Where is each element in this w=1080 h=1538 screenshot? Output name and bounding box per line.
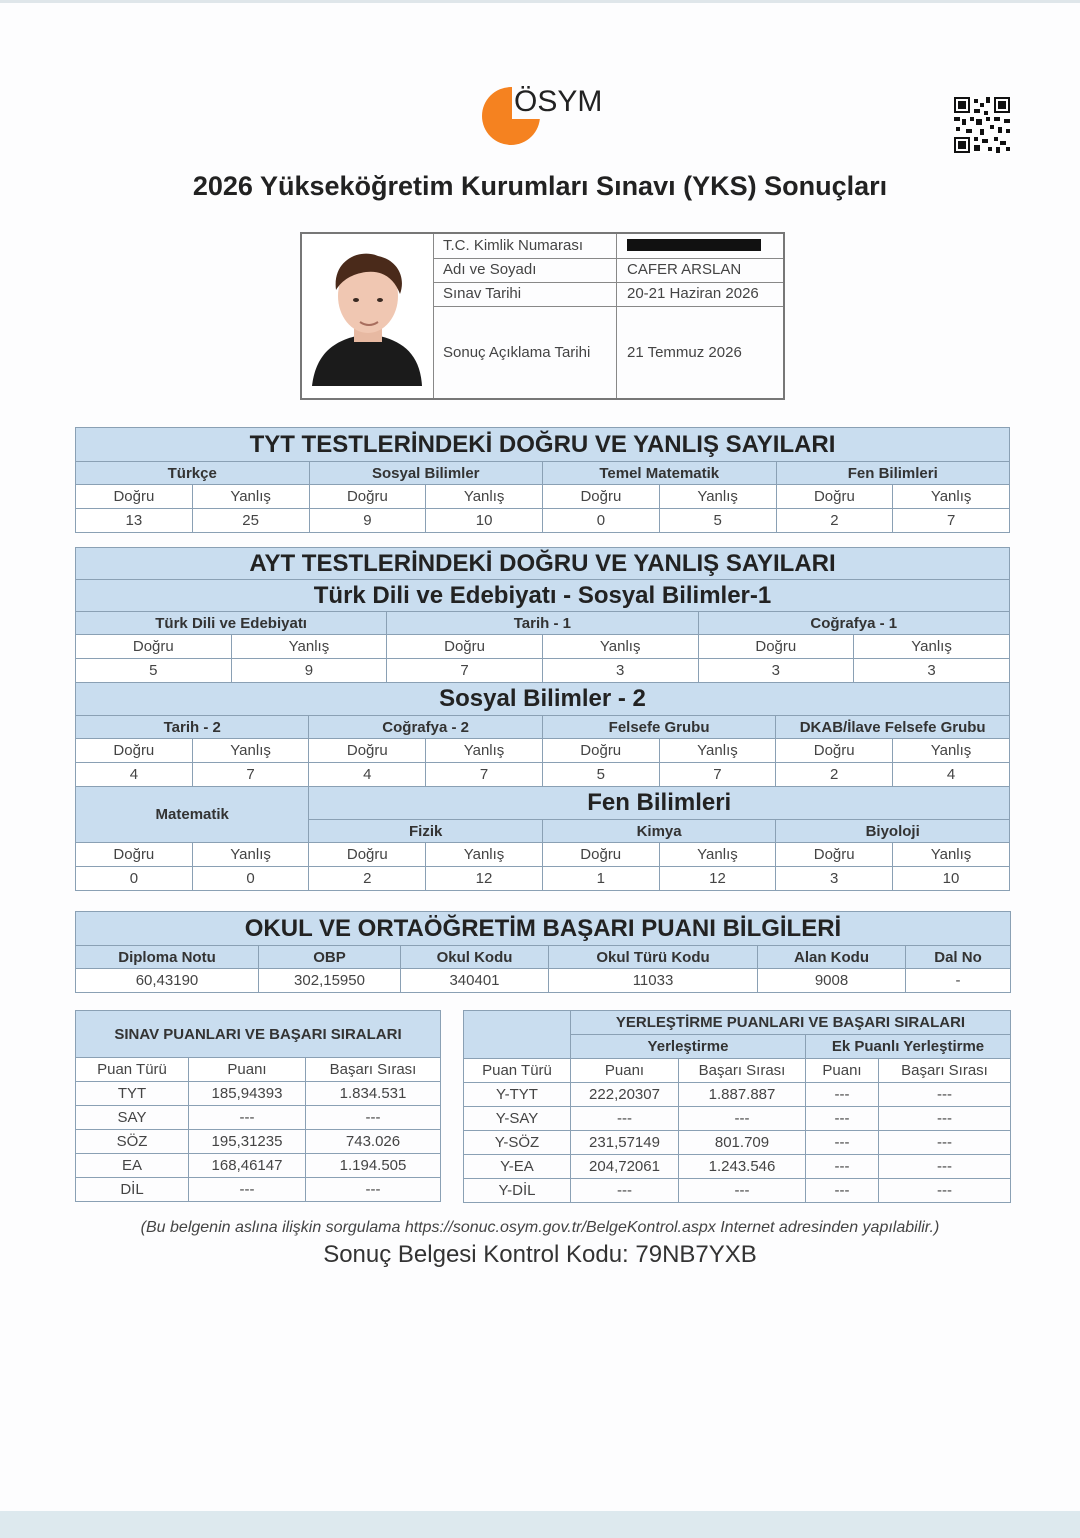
ayt-subject: Türk Dili ve Edebiyatı <box>76 612 387 635</box>
col-header: Doğru <box>76 739 193 763</box>
col-header: Doğru <box>698 635 854 659</box>
control-code: Sonuç Belgesi Kontrol Kodu: 79NB7YXB <box>323 1241 757 1268</box>
school-header: Dal No <box>906 946 1011 969</box>
exam-date-label: Sınav Tarihi <box>433 282 617 306</box>
value-cell: 5 <box>76 659 232 683</box>
col-header: Doğru <box>776 843 893 867</box>
value-cell: 12 <box>426 867 543 891</box>
table-row <box>76 1130 441 1154</box>
value-cell: 5 <box>659 509 776 533</box>
ayt-subject: Fizik <box>309 820 542 843</box>
value-cell: 13 <box>76 509 193 533</box>
col-header: Doğru <box>309 843 426 867</box>
exam-date-value: 20-21 Haziran 2026 <box>627 285 759 302</box>
bonus-score: --- <box>806 1179 879 1203</box>
score-type: EA <box>76 1154 189 1178</box>
score-type: Y-DİL <box>464 1179 571 1203</box>
rank-value: 1.834.531 <box>306 1082 441 1106</box>
person-photo-icon <box>302 234 433 398</box>
col-header: Yanlış <box>192 739 309 763</box>
bonus-score: --- <box>806 1131 879 1155</box>
value-cell: 25 <box>192 509 309 533</box>
table-row <box>464 1107 1011 1131</box>
candidate-photo <box>302 234 434 398</box>
col-header: Yanlış <box>659 485 776 509</box>
score-value: 231,57149 <box>571 1131 679 1155</box>
personal-info-box <box>300 232 785 400</box>
value-cell: 2 <box>776 509 893 533</box>
score-value: --- <box>189 1106 306 1130</box>
ayt-fen-title: Fen Bilimleri <box>309 787 1010 820</box>
score-type: TYT <box>76 1082 189 1106</box>
score-type: SÖZ <box>76 1130 189 1154</box>
value-cell: 302,15950 <box>259 969 401 993</box>
rank-value: 1.887.887 <box>679 1083 806 1107</box>
col-header: Doğru <box>76 635 232 659</box>
rank-value: --- <box>306 1178 441 1202</box>
tc-row <box>433 234 783 259</box>
value-cell: 3 <box>542 659 698 683</box>
table-row <box>464 1155 1011 1179</box>
rank-value: 1.194.505 <box>306 1154 441 1178</box>
col-header: Doğru <box>387 635 543 659</box>
bonus-score: --- <box>806 1155 879 1179</box>
value-cell: 5 <box>542 763 659 787</box>
col-header: Başarı Sırası <box>306 1058 441 1082</box>
score-type: Y-TYT <box>464 1083 571 1107</box>
rank-value: 1.243.546 <box>679 1155 806 1179</box>
ayt-subject: Kimya <box>542 820 775 843</box>
bonus-rank: --- <box>879 1107 1011 1131</box>
table-row <box>76 1154 441 1178</box>
col-header: Yanlış <box>659 843 776 867</box>
tyt-subject: Sosyal Bilimler <box>309 462 543 485</box>
tyt-title: TYT TESTLERİNDEKİ DOĞRU VE YANLIŞ SAYILARI <box>76 428 1010 462</box>
school-header: Okul Türü Kodu <box>549 946 758 969</box>
rank-value: --- <box>679 1107 806 1131</box>
value-cell: 1 <box>542 867 659 891</box>
ayt-subject: Tarih - 2 <box>76 716 309 739</box>
col-header: Başarı Sırası <box>679 1059 806 1083</box>
score-value: 185,94393 <box>189 1082 306 1106</box>
qr-code-icon <box>954 97 1010 153</box>
score-type: SAY <box>76 1106 189 1130</box>
tc-label: T.C. Kimlik Numarası <box>433 234 617 258</box>
col-header: Doğru <box>76 843 193 867</box>
rank-value: --- <box>679 1179 806 1203</box>
value-cell: 11033 <box>549 969 758 993</box>
value-cell: 2 <box>309 867 426 891</box>
bonus-score: --- <box>806 1107 879 1131</box>
score-type: Y-EA <box>464 1155 571 1179</box>
school-header: Diploma Notu <box>76 946 259 969</box>
document-title: 2026 Yükseköğretim Kurumları Sınavı (YKS) Sonuçları <box>192 171 888 201</box>
placement-title: YERLEŞTİRME PUANLARI VE BAŞARI SIRALARI <box>571 1011 1011 1035</box>
score-section <box>75 1010 1010 1198</box>
bonus-placement-group: Ek Puanlı Yerleştirme <box>806 1035 1011 1059</box>
col-header: Doğru <box>776 485 893 509</box>
name-label: Adı ve Soyadı <box>433 258 617 282</box>
score-type: DİL <box>76 1178 189 1202</box>
score-value: 222,20307 <box>571 1083 679 1107</box>
verification-note: (Bu belgenin aslına ilişkin sorgulama https://sonuc.osym.gov.tr/BelgeKontrol.aspx Internet adresinden yapılabilir.) <box>140 1219 940 1236</box>
tyt-table <box>75 427 1010 533</box>
ayt-title: AYT TESTLERİNDEKİ DOĞRU VE YANLIŞ SAYILARI <box>76 548 1010 580</box>
col-header: Doğru <box>543 485 660 509</box>
ayt-subject: Coğrafya - 2 <box>309 716 542 739</box>
col-header: Doğru <box>542 843 659 867</box>
ayt-subject: DKAB/İlave Felsefe Grubu <box>776 716 1010 739</box>
rank-value: 743.026 <box>306 1130 441 1154</box>
value-cell: 10 <box>893 867 1010 891</box>
value-cell: 0 <box>192 867 309 891</box>
value-cell: 7 <box>659 763 776 787</box>
col-header: Yanlış <box>426 485 543 509</box>
ayt-section2-title: Sosyal Bilimler - 2 <box>76 683 1010 716</box>
result-date-row <box>433 307 783 398</box>
value-cell: 9 <box>309 509 426 533</box>
table-row <box>464 1083 1011 1107</box>
placement-group: Yerleştirme <box>571 1035 806 1059</box>
col-header: Yanlış <box>231 635 387 659</box>
tc-value-redacted <box>617 234 761 258</box>
table-row <box>76 1178 441 1202</box>
value-cell: 7 <box>893 509 1010 533</box>
value-cell: - <box>906 969 1011 993</box>
value-cell: 0 <box>76 867 193 891</box>
school-info-table <box>75 911 1011 993</box>
col-header: Yanlış <box>893 739 1010 763</box>
col-header: Başarı Sırası <box>879 1059 1011 1083</box>
exam-date-row <box>433 282 783 307</box>
value-cell: 9 <box>231 659 387 683</box>
rank-value: 801.709 <box>679 1131 806 1155</box>
score-value: --- <box>571 1107 679 1131</box>
rank-value: --- <box>306 1106 441 1130</box>
tyt-subject: Türkçe <box>76 462 310 485</box>
col-header: Yanlış <box>893 843 1010 867</box>
col-header: Yanlış <box>426 739 543 763</box>
col-header: Doğru <box>309 739 426 763</box>
value-cell: 4 <box>893 763 1010 787</box>
score-type: Y-SAY <box>464 1107 571 1131</box>
col-header: Yanlış <box>659 739 776 763</box>
col-header: Yanlış <box>192 843 309 867</box>
score-value: --- <box>189 1178 306 1202</box>
col-header: Doğru <box>542 739 659 763</box>
value-cell: 340401 <box>401 969 549 993</box>
value-cell: 7 <box>426 763 543 787</box>
bonus-rank: --- <box>879 1131 1011 1155</box>
value-cell: 2 <box>776 763 893 787</box>
ayt-subject: Coğrafya - 1 <box>698 612 1010 635</box>
col-header: Doğru <box>76 485 193 509</box>
col-header: Yanlış <box>542 635 698 659</box>
score-value: 168,46147 <box>189 1154 306 1178</box>
col-header: Yanlış <box>426 843 543 867</box>
school-header: Alan Kodu <box>758 946 906 969</box>
result-document <box>0 3 1080 1511</box>
ayt-subject: Tarih - 1 <box>387 612 698 635</box>
exam-scores-table <box>75 1010 441 1202</box>
value-cell: 7 <box>192 763 309 787</box>
col-header: Yanlış <box>893 485 1010 509</box>
bonus-rank: --- <box>879 1155 1011 1179</box>
value-cell: 4 <box>76 763 193 787</box>
score-type: Y-SÖZ <box>464 1131 571 1155</box>
col-header: Yanlış <box>192 485 309 509</box>
value-cell: 7 <box>387 659 543 683</box>
blank-header <box>464 1011 571 1059</box>
exam-scores-title: SINAV PUANLARI VE BAŞARI SIRALARI <box>76 1011 441 1058</box>
placement-scores-table <box>463 1010 1011 1203</box>
value-cell: 9008 <box>758 969 906 993</box>
table-row <box>76 1082 441 1106</box>
col-header: Doğru <box>309 485 426 509</box>
bonus-rank: --- <box>879 1083 1011 1107</box>
value-cell: 60,43190 <box>76 969 259 993</box>
school-header: Okul Kodu <box>401 946 549 969</box>
ayt-subject: Biyoloji <box>776 820 1010 843</box>
col-header: Yanlış <box>854 635 1010 659</box>
value-cell: 0 <box>543 509 660 533</box>
value-cell: 12 <box>659 867 776 891</box>
name-value: CAFER ARSLAN <box>627 261 742 278</box>
bottom-strip <box>0 1511 1080 1538</box>
school-title: OKUL VE ORTAÖĞRETİM BAŞARI PUANI BİLGİLERİ <box>76 912 1011 946</box>
result-date-label: Sonuç Açıklama Tarihi <box>433 307 617 398</box>
tyt-subject: Fen Bilimleri <box>776 462 1010 485</box>
score-value: 195,31235 <box>189 1130 306 1154</box>
value-cell: 10 <box>426 509 543 533</box>
bonus-rank: --- <box>879 1179 1011 1203</box>
col-header: Puanı <box>571 1059 679 1083</box>
table-row <box>464 1131 1011 1155</box>
ayt-table <box>75 547 1010 891</box>
value-cell: 3 <box>854 659 1010 683</box>
logo-text: ÖSYM <box>514 85 603 118</box>
score-value: --- <box>571 1179 679 1203</box>
bonus-score: --- <box>806 1083 879 1107</box>
ayt-math-title: Matematik <box>76 787 309 843</box>
col-header: Puan Türü <box>76 1058 189 1082</box>
table-row <box>464 1179 1011 1203</box>
table-row <box>76 1106 441 1130</box>
value-cell: 3 <box>698 659 854 683</box>
ayt-section1-title: Türk Dili ve Edebiyatı - Sosyal Bilimler-1 <box>76 580 1010 612</box>
value-cell: 4 <box>309 763 426 787</box>
col-header: Puanı <box>806 1059 879 1083</box>
col-header: Puan Türü <box>464 1059 571 1083</box>
osym-logo <box>482 83 622 147</box>
result-date-value: 21 Temmuz 2026 <box>627 344 742 361</box>
ayt-subject: Felsefe Grubu <box>542 716 775 739</box>
value-cell: 3 <box>776 867 893 891</box>
tyt-subject: Temel Matematik <box>543 462 777 485</box>
col-header: Puanı <box>189 1058 306 1082</box>
score-value: 204,72061 <box>571 1155 679 1179</box>
name-row <box>433 258 783 283</box>
col-header: Doğru <box>776 739 893 763</box>
school-header: OBP <box>259 946 401 969</box>
